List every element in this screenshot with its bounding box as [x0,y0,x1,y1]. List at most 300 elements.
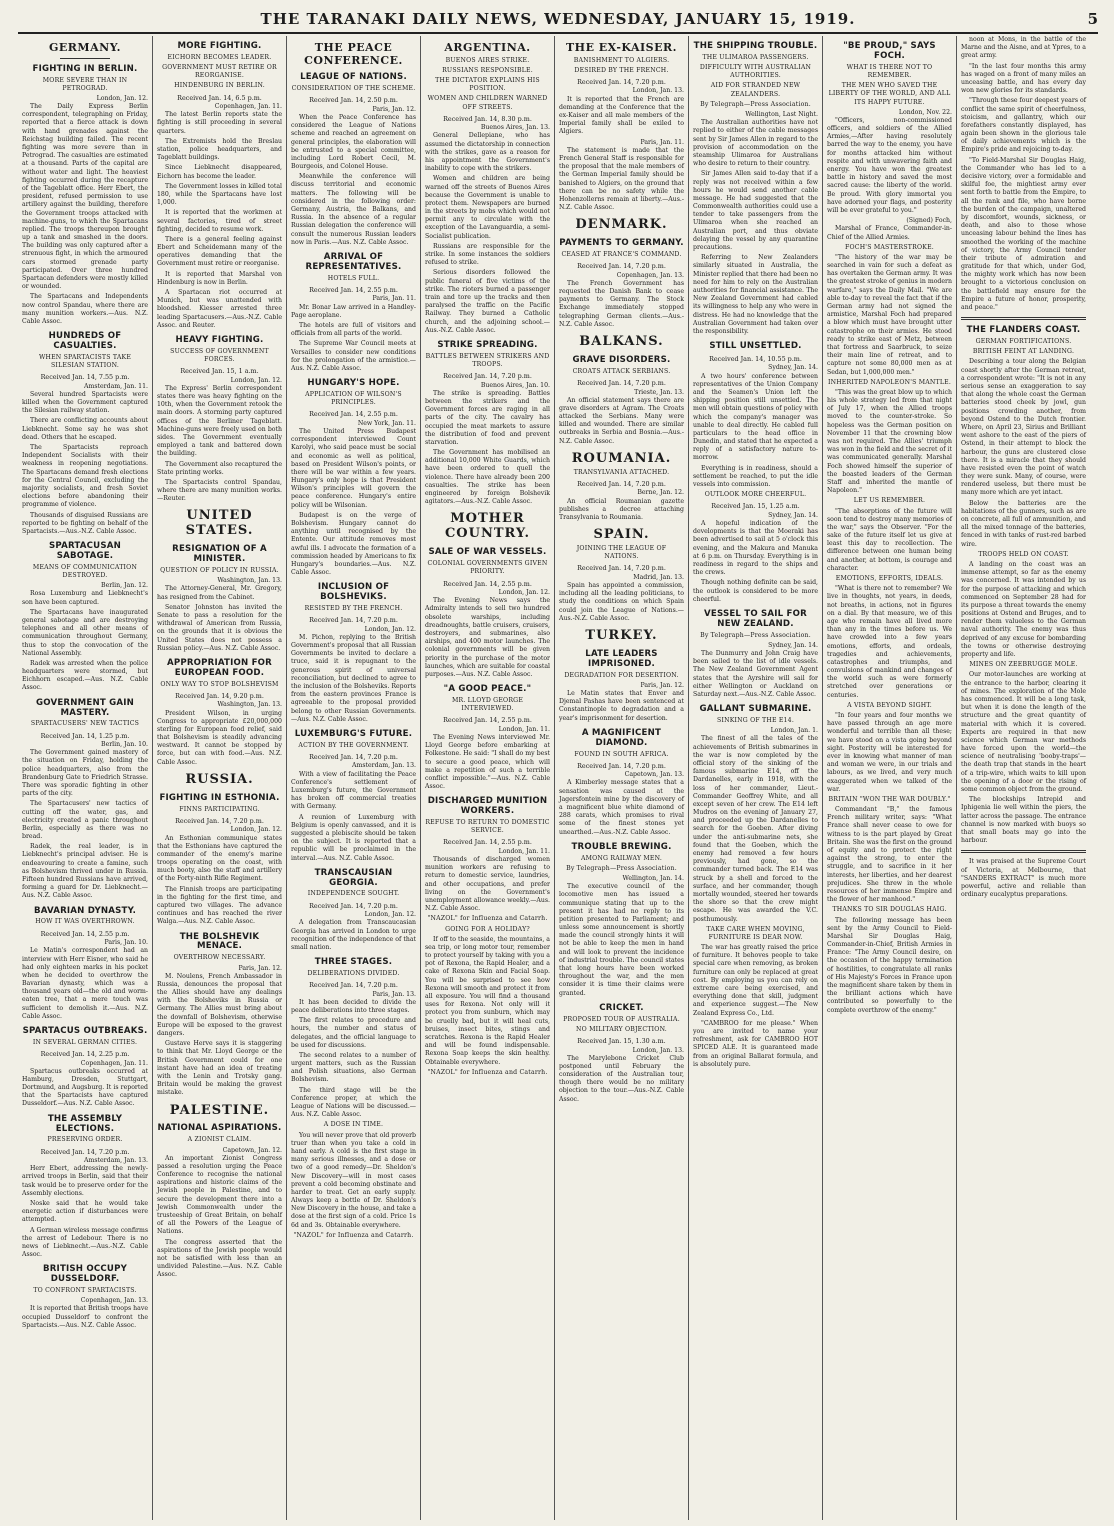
article-paragraph: Since Liebknecht disappeared, Eichorn has become the leader. [157,164,282,180]
article-paragraph: The Spartacists reproach Independent Socialists with their weakness in reopening negotiations. The Spartacans demand fresh elections for the Central Council, excluding the majority socialists, and fresh Soviet elections before abandoning their programme of violence. [22,444,148,509]
article-dateline: Received Jan. 14, 7.20 p.m. [40,1147,130,1156]
article-paragraph: If off to the seaside, the mountains, a sea trip, or long motor tour, remember to protect yourself by taking with you a pot of Rexona, the Rapid Healer, and a cake of Rexona Skin and Facial Soap. You will be surprised to see how Rexona will smooth and protect it from all exposure. You will find a thousand uses for Rexona. Not only will it protect you from sunburn, which may be cruelly bad, but it will heal cuts, bruises, insect bites, stings and scratches. Rexona is the Rapid Healer and will be found indispensable. Rexona Soap keeps the skin healthy. Obtainable everywhere. [425,935,550,1066]
article-paragraph: Rosa Luxemburg and Liebknecht's son have been captured. [22,590,148,606]
article-paragraph: Thousands of disguised Russians are reported to be fighting on behalf of the Spartacists.—Aus.-N.Z. Cable Assoc. [22,511,148,535]
article-subheading: THE ULIMAROA PASSENGERS. [702,53,809,61]
article-subheading: MINES ON ZEEBRUGGE MOLE. [969,661,1078,669]
article-placeline: London, Jan. 12. [498,589,550,596]
article-subheading: OUTLOOK MORE CHEERFUL. [704,491,807,499]
column-6 [688,36,822,1520]
article-placeline: Amsterdam, Jan. 11. [84,382,148,390]
article-dateline: Received Jan. 14, 8.30 p.m. [443,114,532,123]
article-placeline: Paris, Jan. 10. [104,939,148,947]
article-paragraph: An important Zionist Congress passed a resolution urging the Peace Conference to recognise the national aspirations and historic claims of the Jewish people in Palestine, and to secure the development there into a Jewish Commonwealth under the trusteeship of Great Britain, on behalf of all the Powers of the League of Nations. [157,1154,282,1236]
article-headline: SALE OF WAR VESSELS. [428,547,547,558]
article-paragraph: Noske said that he would take energetic action if disturbances were attempted. [22,1199,148,1224]
article-paragraph: The first relates to procedure and hours, the number and status of delegates, and the official language to be used for discussions. [291,1017,416,1049]
article-headline: HUNGARY'S HOPE. [307,378,400,389]
article-placeline: New York, Jan. 11. [357,419,416,427]
article-paragraph: Radek was arrested when the police headquarters were stormed, but Eichhorn escaped.—Aus. N.Z. Cable Assoc. [22,659,148,692]
article-subheading: HINDENBURG IN BERLIN. [174,82,265,90]
article-paragraph: The Government has mobilised an additional 10,000 White Guards, which have been ordered to quell the violence. There have already been 200 casualties. The strike has been engineered by foreign Bolshevik agitators.—Aus.-N.Z. Cable Assoc. [425,449,550,506]
article-subheading: A DOSE IN TIME. [323,1121,384,1129]
article-subheading: TO CONFRONT SPARTACISTS. [33,1287,137,1295]
article-paragraph: A Kimberley message states that a sensation was caused at the Jagersfontein mine by the discovery of a magnificent blue white diamond of 288 carats, which promises to rival some of the finest stones yet unearthed.—Aus.-N.Z. Cable Assoc. [559,779,684,836]
article-paragraph: When the Peace Conference has considered the League of Nations scheme and reached an agreement on general principles, the elaboration will be entrusted to a special committee, including Lord Robert Cecil, M. Bourgeois, and Colonel House. [291,113,416,171]
article-subheading: QUESTION OF POLICY IN RUSSIA. [160,567,279,575]
article-headline: "A GOOD PEACE." [443,684,532,695]
article-subheading: JOINING THE LEAGUE OF NATIONS. [576,545,667,561]
article-paragraph: Though nothing definite can be said, the outlook is considered to be more cheerful. [693,579,818,603]
article-subheading: RUSSIANS RESPONSIBLE. [442,66,533,74]
article-paragraph: The blockships Intrepid and Iphigenia lie well within the piers, the latter across the passage. The entrance channel is now marked with buoys so that small boats may go into the harbour. [961,796,1086,845]
article-paragraph: An Esthonian communique states that the Esthonians have captured the commander of the enemy's marine troops operating on the coast, with much booty, also the staff and artillery of the Forty-ninth Rifle Regiment. [157,834,282,883]
article-paragraph: An official statement says there are grave disorders at Agram. The Croats attacked the Serbians. Many were killed and wounded. There are similar outbreaks in Serbia and Bosnia.—Aus.-N.Z. Cable Assoc. [559,396,684,445]
article-paragraph: A delegation from Transcaucasian Georgia has arrived in London to urge recognition of the independence of that small nation. [291,919,416,951]
article-paragraph: "CAMBROO for me please." When you are invited to name your refreshment, ask for CAMBROO HOT SPICED ALE. It is guaranteed made from an original Ballarat formula, and is absolutely pure. [693,1019,818,1068]
column-3 [286,36,420,1520]
article-headline: LEAGUE OF NATIONS. [300,72,407,83]
article-paragraph: President Wilson, in urging Congress to appropriate £20,000,000 sterling for European food relief, said that Bolshevism is steadily advancing westward. It cannot be stopped by force, but can with food.—Aus. N.Z. Cable Assoc. [157,709,282,766]
article-paragraph: It has been decided to divide the peace deliberations into three stages. [291,998,416,1014]
article-subheading: PRESERVING ORDER. [47,1136,123,1144]
article-headline: THE EX-KAISER. [566,41,677,54]
page-number: 5 [1087,10,1098,28]
article-dateline: Received Jan. 14, 7.20 p.m. [577,78,666,87]
article-subheading: BATTLES BETWEEN STRIKERS AND TROOPS. [425,352,550,368]
article-placeline: Copenhagen, Jan. 13. [80,1297,148,1305]
article-paragraph: The strike is spreading. Battles between the strikers and the Government forces are raging in all parts of the city. The cavalry has occupied the meat markets to assure the distribution of food and prevent starvation. [425,389,550,446]
article-headline: VESSEL TO SAIL FOR NEW ZEALAND. [704,608,807,629]
article-subheading: TAKE CARE WHEN MOVING, FURNITURE IS DEAR NOW. [706,925,805,941]
article-subheading: "NAZOL" for Influenza and Catarrh. [427,915,548,923]
article-paragraph: It is reported that the French are demanding at the Conference that the ex-Kaiser and all male members of the Imperial family shall be exiled to Algiers. [559,95,684,136]
article-subheading: AMONG RAILWAY MEN. [580,854,663,862]
article-subheading: FOUND IN SOUTH AFRICA. [574,750,669,758]
article-paragraph: Gustave Herve says it is staggering to think that Mr. Lloyd George or the British Government could for one instant have had an idea of treating with the Lenin and Trotsky gang. Britain would be making the gravest mistake. [157,1040,282,1097]
article-subheading: ACTION BY THE GOVERNMENT. [298,741,409,749]
article-headline: THE ASSEMBLY ELECTIONS. [47,1113,123,1134]
article-paragraph: The United Press Budapest correspondent interviewed Count Karolyi, who said peace must be social and economic as well as political, based on President Wilson's points, or there will be war within a few years. Hungary's only hope is that President Wilson's principles will govern the peace conference. Hungary's entire policy will be Wilsonian. [291,427,416,509]
article-placeline: Buenos Aires, Jan. 13. [480,124,550,132]
article-paragraph: A German wireless message confirms the arrest of Ledebour. There is no news of Liebknecht.—Aus.-N.Z. Cable Assoc. [22,1226,148,1259]
article-dateline: Received Jan. 14, 7.20 p.m. [577,564,666,573]
article-headline: APPROPRIATION FOR EUROPEAN FOOD. [166,657,272,678]
article-paragraph: Herr Ebert, addressing the newly-arrived troops in Berlin, said that their task would be to preserve order for the Assembly elections. [22,1165,148,1197]
article-paragraph: With a view of facilitating the Peace Conference's settlement of Luxemburg's future, the Government has broken off commercial treaties with Germany. [291,770,416,811]
article-dateline: Received Jan. 14, 10.55 p.m. [709,354,802,363]
article-subheading: TRANSYLVANIA ATTACHED. [573,468,670,476]
article-dateline: Received Jan. 14, 2.55 p.m. [40,929,130,938]
article-placeline: Berlin, Jan. 12. [101,582,148,590]
article-placeline: Berne, Jan. 12. [637,489,684,497]
article-dateline: Received Jan. 14, 7.20 p.m. [577,379,666,388]
article-paragraph: The hotels are full of visitors and officials from all parts of the world. [291,321,416,338]
article-paragraph: You will never prove that old proverb truer than when you take a cold in hand early. A cold is the first stage in many serious illnesses, and a dose or two of a good remedy—Dr. Sheldon's New Discovery—will in most cases prevent a cold becoming obstinate and harder to treat. Get an early supply. Always keep a bottle of Dr. Sheldon's New Discovery in the house, and take a dose at the first sign of a cold. Price 1s 6d and 3s. Obtainable everywhere. [291,1131,416,1229]
article-subheading: FOCH'S MASTERSTROKE. [845,243,934,251]
article-subheading: SUCCESS OF GOVERNMENT FORCES. [170,347,269,364]
article-dateline: Received Jan. 15, 1 a.m. [180,367,259,376]
article-subheading: REFUSE TO RETURN TO DOMESTIC SERVICE. [425,819,550,835]
article-paragraph: "Through these four deepest years of conflict the same spirit of cheerfulness, stoicism, and gallantry, which our forefathers constantly displayed, has again been shown in the glorious tale of daily achievements which is the Empire's pride and rejoicing to-day. [961,97,1086,154]
article-headline: STRIKE SPREADING. [437,339,538,350]
article-paragraph: The Marylebone Cricket Club postponed until February the consideration of the Australian tour, though there would be no military objection to the tour.—Aus.-N.Z. Cable Assoc. [559,1054,684,1103]
article-subheading: PROPOSED TOUR OF AUSTRALIA. [563,1015,680,1023]
article-paragraph: A hopeful indication of the developments is that the Moeraki has been advertised to sail at 5 o'clock this evening, and the Makura and Manuka at 6 p.m. on Thursday. Everything is in readiness in regard to the ships and the crews. [693,520,818,577]
article-headline: GOVERNMENT GAIN MASTERY. [35,697,135,718]
newspaper-title: THE TARANAKI DAILY NEWS, WEDNESDAY, JANUARY 15, 1919. [260,10,856,28]
article-headline: SPAIN. [593,527,650,543]
article-headline: "BE PROUD," SAYS FOCH. [843,41,936,61]
article-paragraph: The Spartacans have inaugurated general sabotage and are destroying telephones and all other means of communication throughout Germany, thus to stop the convocation of the National Assembly. [22,608,148,657]
article-paragraph: The Dunmurry and John Craig have been sailed to the list of idle vessels. The New Zealand Government Agent states that the Ayrshire will sail for either Wellington or Auckland on Saturday next.—Aus.-N.Z. Cable Assoc. [693,650,818,698]
article-paragraph: A reunion of Luxemburg with Belgium is openly canvassed, and it is suggested a plebiscite should be taken on the subject. It is reported that a republic will be proclaimed in the interval.—Aus. N.Z. Cable Assoc. [291,813,416,862]
article-dateline: Received Jan. 14, 2.55 p.m. [443,838,532,847]
article-paragraph: The French Government has requested the Danish Bank to cease payments to Germany. The Stock Exchange immediately stopped telegraphing German clients.—Aus.-N.Z. Cable Assoc. [559,279,684,328]
article-placeline: Paris, Jan. 13. [372,990,416,998]
article-headline: TROUBLE BREWING. [571,841,672,852]
article-paragraph: Senator Johnston has invited the Senate to pass a resolution for the withdrawal of American from Russia, on the grounds that it is obvious the United States does not possess a Russian policy.—Aus. N.Z. Cable Assoc. [157,603,282,652]
article-dateline: Received Jan. 14, 2.55 p.m. [309,285,398,294]
article-subheading: By Telegraph—Press Association. [566,864,677,872]
article-placeline: Madrid, Jan. 13. [633,573,684,581]
article-subheading: MORE SEVERE THAN IN PETROGRAD. [42,76,128,92]
article-paragraph: The Spartacusers' new tactics of cutting off the water, gas, and electricity created a panic throughout Berlin, especially as there was no bread. [22,800,148,841]
article-subheading: DESIRED BY THE FRENCH. [574,66,669,74]
columns-container [18,36,1098,1520]
article-placeline: London, Jan. 13. [632,1046,684,1054]
article-paragraph: The Spartacists control Spandau, where there are many munition works.—Reuter. [157,478,282,503]
article-paragraph: The Express' Berlin correspondent states there was heavy fighting on the 10th, when the Government retook the main doors. A storming party captured offices of the Berliner Tageblatt. Machine-guns were freely used on both sides. The Government eventually employed a tank and battered down the building. [157,384,282,458]
article-headline: RUSSIA. [185,771,254,787]
article-dateline: Received Jan. 14, 6.5 p.m. [177,93,262,102]
article-subheading: GOING FOR A HOLIDAY? [445,925,530,933]
article-headline: THE PEACE CONFERENCE. [304,41,403,67]
article-placeline: Paris, Jan. 11. [640,138,684,146]
article-paragraph: There are conflicting accounts about Liebknecht. Some say he was shot dead. Others that he escaped. [22,417,148,441]
article-paragraph: The following message has been sent by the Army Council to Field-Marshal Sir Douglas Haig, Commander-in-Chief, British Armies in France: "The Army Council desire, on the occasion of the happy termination of hostilities, to congratulate all ranks of His Majesty's Forces in France upon the magnificent share taken by them in the brilliant actions which have contributed so powerfully to the complete overthrow of the enemy." [827,916,952,1014]
article-headline: PALESTINE. [169,1102,270,1118]
article-dateline: Received Jan. 14, 7.20 p.m. [577,761,666,770]
article-paragraph: Le Matin states that Enver and Djemal Pashas have been sentenced at Constantinople to degradation and a year's imprisonment for desertion. [559,690,684,722]
article-headline: TRANSCAUSIAN GEORGIA. [314,867,393,888]
column-8 [956,36,1090,1520]
article-paragraph: M. Noulens, French Ambassador in Russia, denounces the proposal that the Allies should have any dealings with the Bolsheviks in Russia or Germany. The Allies must bring about the downfall of Bolshevism, otherwise Europe will be exposed to the gravest dangers. [157,972,282,1037]
article-subheading: INDEPENDENCE SOUGHT. [307,890,400,898]
article-subheading: By Telegraph—Press Association. [700,631,811,639]
article-paragraph: "What is there not to remember? We live in thoughts, not years, in deeds, not breaths, in actions, not in figures on a dial. By that measure, we of this age who remain have all lived more than any in the times before us. We have crowded into a few years emotions, efforts, and ordeals, tragedies and achievements, catastrophes and triumphs, and convulsions of mankind and changes of the world such as were formerly stretched over generations or centuries. [827,585,952,699]
article-paragraph: The Government also recaptured the State printing works. [157,460,282,476]
article-headline: HEAVY FIGHTING. [175,334,264,345]
column-2 [152,36,286,1520]
article-headline: DENMARK. [575,217,668,233]
article-dateline: Received Jan. 14, 7.20 p.m. [309,901,398,910]
article-paragraph: Several hundred Spartacists were killed when the Government captured the Silesian railway station. [22,390,148,415]
column-7 [822,36,956,1520]
article-headline: ROUMANIA. [571,450,672,466]
article-subheading: "NAZOL" for Influenza and Catarrh. [427,1068,548,1076]
article-subheading: EICHORN BECOMES LEADER. [167,53,272,61]
article-headline: ARGENTINA. [444,41,531,54]
article-headline: SPARTACUSAN SABOTAGE. [49,541,121,561]
article-subheading: TROOPS HELD ON COAST. [978,550,1069,558]
article-paragraph: Sir James Allen said to-day that if a reply was not received within a few hours he would send another cable message. He had suggested that the Commonwealth authorities could use a tender to take passengers from the Ulimaroa when she reached an Australian port, and thus obviate delaying the vessel by any quarantine precautions. [693,170,818,251]
article-subheading: MR. LLOYD GEORGE INTERVIEWED. [451,696,524,713]
article-placeline: Copenhagen, Jan. 13. [616,271,684,279]
article-paragraph: The Evening News says the Admiralty intends to sell two hundred obsolete warships, including dreadnoughts, battle cruisers, cruisers, destroyers, and submarines, also airships, and 400 motor launches. The colonial governments will be given priority in the purchase of the motor launches, which are suitable for coastal purposes.—Aus. N.Z. Cable Assoc. [425,597,550,678]
article-paragraph: "The history of the war may be searched in vain for such a defeat as has overtaken the German army. It was the greatest stroke of genius in modern warfare," says the Daily Mail. "We are able to-day to reveal the fact that if the German army had not signed the armistice, Marshal Foch had prepared a blow which must have brought utter catastrophe on their armies. He stood ready to strike east of Metz, between that fortress and Saarbruck, to seize their main line of retreat, and to capture not some 80,000 men as at Sedan, but 1,000,000 men." [827,253,952,376]
article-subheading: THANKS TO SIR DOUGLAS HAIG. [832,906,947,914]
article-subheading: GOVERNMENT MUST RETIRE OR REORGANISE. [162,64,277,80]
article-subheading: DEGRADATION FOR DESERTION. [564,671,679,679]
article-subheading: BUENOS AIRES STRIKE. [445,56,530,64]
article-paragraph: "Officers, non-commissioned officers, and soldiers of the Allied Armies,—After having resolutely barred the way to the enemy, you have for months attacked him without respite and with unwavering faith and energy. You have won the greatest battle in history and saved the most sacred cause: the liberty of the world. Be proud. With glory immortal you have adorned your flags, and posterity will be ever grateful to you." [827,116,952,214]
article-headline: BALKANS. [579,334,664,350]
article-paragraph: The statement is made that the French General Staff is responsible for the proposal that the male members of the German Imperial family should be banished to Algiers, on the ground that there can be no safety while the Hohenzollerns remain at liberty.—Aus.-N.Z. Cable Assoc. [559,146,684,212]
article-headline: THE BOLSHEVIK MENACE. [179,931,260,952]
article-dateline: Received Jan. 14, 7.20 p.m. [443,372,532,381]
article-placeline: Copenhagen, Jan. 11. [214,103,282,111]
article-subheading: BANISHMENT TO ALGIERS. [573,56,670,64]
article-subheading: BRITISH FEINT AT LANDING. [972,348,1075,356]
article-paragraph: "This was the great blow up to which his whole strategy led from that night of July 17, when the Allied troops moved to the counter-stroke. So hopeless was the German position on November 11 that the crowning blow was not required. The Allies' triumph was won in the field and the secret of it was communicated generally. Marshal Foch showed himself the superior of the boasted leaders of the German Staff and inherited the mantle of Napoleon." [827,388,952,495]
article-paragraph: "In the last four months this army has waged on a front of many miles an unceasing battle, and has every day won new glories for its standards. [961,62,1086,95]
article-subheading: THE MEN WHO SAVED THE LIBERTY OF THE WORLD, AND ALL ITS HAPPY FUTURE. [828,82,951,106]
article-headline: THE FLANDERS COAST. [966,325,1081,336]
article-subheading: A VISTA BEYOND SIGHT. [847,701,932,709]
article-headline: STILL UNSETTLED. [709,341,802,352]
article-subheading: CONSIDERATION OF THE SCHEME. [291,85,416,93]
article-subheading: HOW IT WAS OVERTHROWN. [35,918,135,926]
article-placeline: Wellington, Last Night. [745,111,818,118]
article-paragraph: Referring to New Zealanders similarly situated in Australia, the Minister replied that there had been no need for him to rely on the Australian authorities for financial assistance. The New Zealand Government had cabled its willingness to help any who were in distress. He had no knowledge that the Australian Government had taken over the responsibility. [693,254,818,335]
article-paragraph: The Government losses in killed total 180, while the Spartacans have lost 1,000. [157,182,282,207]
article-paragraph: "In four years and four months we have passed through an age more wonderful and terrible than all these; we have stood on a vista going beyond sight. Posterity will be interested for ever in knowing what manner of man and woman we were, in our trials and labours, as we lived, and very much exaggerated when we talked of the war. [827,712,952,793]
article-paragraph: The Supreme War Council meets at Versailles to consider new conditions for the prolongation of the armistice.—Aus. N.Z. Cable Assoc. [291,340,416,372]
article-subheading: BRITAIN "WON THE WAR DOUBLY." [828,795,951,803]
article-paragraph: Our motor-launches are working at the entrance to the harbor, clearing it of mines. The exploration of the Mole has commenced. It will be a long task, but when it is done the length of the structure and the great quantity of material with which it is covered. Experts are required in that new science which German war methods have forced upon the world—the science of neutralising 'booby-traps'—the death trap that stands in the heart of a trip-wire, which waits to kill upon the opening of a door or the rising of some common object from the ground. [961,671,1086,793]
article-paragraph: General Dellepiane, who has assumed the dictatorship in connection with the strikes, gave as a reason for his appointment the Government's inability to cope with the strikers. [425,132,550,173]
article-subheading: IN SEVERAL GERMAN CITIES. [32,1038,138,1046]
article-paragraph: Marshal of France, Commander-in-Chief of the Allied Armies. [827,225,952,241]
column-4 [420,36,554,1520]
article-headline: NATIONAL ASPIRATIONS. [157,1123,282,1134]
article-subheading: A ZIONIST CLAIM. [187,1136,252,1144]
article-paragraph: Serious disorders followed the public funeral of five victims of the strike. The rioters burned a passenger train and tore up the tracks and then paralysed the traffic on the Pacific Railway. They burned a Catholic church, and the adjoining school.—Aus.-N.Z. Cable Assoc. [425,269,550,334]
article-placeline: London, Jan. 11. [498,725,550,733]
article-dateline: Received Jan. 15, 1.25 a.m. [711,502,800,511]
article-placeline: London, Jan. 12. [230,376,282,384]
article-paragraph: There is a general feeling against Ebert and Scheidemann many of the operatives demanding that the Government must retire or reorganise. [157,235,282,268]
article-subheading: "NAZOL" for Influenza and Catarrh. [293,1231,414,1239]
article-placeline: Buenos Aires, Jan. 10. [480,381,550,389]
article-paragraph: It was praised at the Supreme Court of Victoria, at Melbourne, that "SANDERS EXTRACT" is much more powerful, active and reliable than ordinary eucalyptus preparations. [961,858,1086,899]
article-subheading: SINKING OF THE E14. [717,717,794,725]
article-placeline: Sydney, Jan. 14. [768,641,818,649]
article-subheading: CEASED AT FRANCE'S COMMAND. [561,251,682,259]
article-paragraph: Women and children are being warned off the streets of Buenos Aires because the Government is unable to protect them. Newspapers are burned in the streets by mobs which would not permit any to circulate with the exception of the Lavanguardia, a semi-Socialist publication. [425,175,550,240]
article-paragraph: The Attorney-General, Mr. Gregory, has resigned from the Cabinet. [157,585,282,601]
article-paragraph: The executive council of the locomotive men has issued a communique stating that up to the present it has had no reply to its petition presented to Parliament; and unless some announcement is shortly made the council strongly hints it will not be able to keep the men in hand and will look to prevent the incidence of industrial trouble. The council states that long hours have been worked throughout the war, and the men consider it is time their claims were granted. [559,883,684,997]
article-dateline: Received Jan. 14, 2.55 p.m. [443,716,532,725]
column-1 [18,36,152,1520]
article-paragraph: The second relates to a number of urgent matters, such as the Russian and Polish situations, also German Bolshevism. [291,1051,416,1084]
article-placeline: London, Jan. 13. [632,87,684,95]
article-paragraph: The Extremists hold the Breslau station, police headquarters, and Tageblatt buildings. [157,137,282,162]
article-paragraph: Describing a tour along the Belgian coast shortly after the German retreat, a correspondent wrote: "It is not in any serious sense an exaggeration to say that along the whole coast the German batteries stood cheek by jowl, gun positions crowding another, from beyond Ostend to the Dutch frontier. Where, on April 23, Sirius and Brilliant went ashore to the east of the piers of Ostend, in their attempt to block the harbour, the guns are clustered close there. It is a miracle that they should have resisted even the point of watch they were sunk. Many, of course, were rendered useless, but there must be many more which are yet intact. [961,358,1086,497]
article-placeline: London, Jan. 12. [230,826,282,834]
article-dateline: Received Jan. 14, 9.20 p.m. [175,691,264,700]
article-paragraph: "To Field-Marshal Sir Douglas Haig, the Commander who has led to a decisive victory, over a formidable and skilful foe, the mightiest army ever sent forth to battle from the Empire, to all the rank and file, who have borne the burden of the campaign, unaltered by discomfort, wounds, sickness, or death, and also to those whose unceasing labour behind the lines has smoothed the working of the machine of victory, the Army Council tender their tribute of admiration and gratitude for that which, under God, the mighty work which has now been brought to a victorious conclusion on the battlefield may ensure for the Empire a future of honor, prosperity, and peace." [961,156,1086,311]
article-paragraph: noon at Mons, in the battle of the Marne and the Aisne, and at Ypres, to a great army. [961,36,1086,60]
masthead [18,6,1098,34]
article-paragraph: The war has greatly raised the price of furniture. It behoves people to take special care when removing, as broken furniture can only be replaced at great cost. By employing us you can rely on extreme care being exercised, and everything done that skill, judgment and experience suggest.—The New Zealand Express Co., Ltd. [693,944,818,1017]
article-headline: FIGHTING IN BERLIN. [32,63,138,74]
article-dateline: Received Jan. 14, 7.20 p.m. [309,753,398,762]
article-dateline: Received Jan. 14, 7.20 p.m. [577,262,666,271]
article-paragraph: The Spartacans and Independents now control Spandau, where there are many munition workers.—Aus. N.Z. Cable Assoc. [22,293,148,325]
article-subheading: WOMEN AND CHILDREN WARNED OFF STREETS. [427,95,548,111]
article-subheading: EMOTIONS, EFFORTS, IDEALS. [835,575,944,582]
article-subheading: FINNS PARTICIPATING. [179,805,260,813]
article-dateline: Received Jan. 15, 1.30 a.m. [577,1037,666,1046]
article-paragraph: The Finnish troops are participating in the fighting for the first time, and captured two villages. The advance continues and has reached the river Walga.—Aus. N.Z. Cable Assoc. [157,885,282,926]
article-paragraph: Russians are responsible for the strike. In some instances the soldiers refused to strike. [425,242,550,267]
article-headline: GALLANT SUBMARINE. [699,704,812,715]
article-subheading: HOTELS FULL. [327,274,380,282]
article-paragraph: Spartacus outbreaks occurred at Hamburg, Dresden, Stuttgart, Dortmund, and Augsburg. It is reported that the Spartacists have captured Dusseldorf.—Aus. N.Z. Cable Assoc. [22,1067,148,1108]
article-paragraph: A landing on the coast was an immense attempt, so far as the enemy was concerned. It was intended by us for the purpose of attacking and which commenced on September 28 had for its purpose a threat towards the enemy positions at Ostend and Bruges, and to render them valueless to the German naval authority. The enemy was thus deprived of any excuse for bombarding the towns or otherwise destroying property and life. [961,560,1086,658]
article-headline: GERMANY. [49,41,121,54]
article-paragraph: Meanwhile the conference will discuss territorial and economic matters. The following will be considered in the following order: Germany, Austria, the Balkans, and Russia. In the absence of a regular Russian delegation the conference will consult the numerous Russian leaders now in Paris.—Aus. N.Z. Cable Assoc. [291,173,416,246]
article-dateline: Received Jan. 14, 2.50 p.m. [309,96,398,105]
article-paragraph: Le Matin's correspondent had an interview with Herr Eisner, who said he had only eighteen marks in his pocket when he decided to overthrow the Bavarian dynasty, which was a thousand years old—the old and worm-eaten tree, that a mere touch was sufficient to demolish it.—Aus. N.Z. Cable Assoc. [22,947,148,1020]
article-paragraph: The Government gained mastery of the situation on Friday, holding the police headquarters, also from the Brandenburg Gate to Friedrich Strasse. There was sporadic fighting in other parts of the city. [22,749,148,798]
column-double-rule [961,850,1086,853]
article-dateline: Received Jan. 14, 2.55 p.m. [443,579,532,588]
article-paragraph: The latest Berlin reports state the fighting is still proceeding in several quarters. [157,111,282,135]
article-dateline: Received Jan. 14, 2.55 p.m. [309,410,398,419]
article-dateline: Received Jan. 14, 7.20 p.m. [577,479,666,488]
article-headline: UNITED STATES. [185,508,254,539]
article-placeline: Trieste, Jan. 13. [634,388,684,396]
article-placeline: London, Nov. 22. [898,108,952,116]
article-paragraph: The Evening News interviewed Mr. Lloyd George before embarking at Folkestone. He said: "I shall do my best to secure a good peace, which will make a repetition of such a terrible conflict impossible."—Aus. N.Z. Cable Assoc. [425,733,550,791]
article-placeline: Sydney, Jan. 14. [768,364,818,372]
article-headline: PAYMENTS TO GERMANY. [559,238,684,249]
article-headline: GRAVE DISORDERS. [572,354,671,365]
article-headline: DISCHARGED MUNITION WORKERS. [427,796,548,817]
article-paragraph: The Australian authorities have not replied to either of the cable messages sent by Sir James Allen in regard to the provision of accommodation on the steamship Ulimaroa for Australians who desire to return to their country. [693,119,818,168]
article-placeline: Sydney, Jan. 14. [768,511,818,519]
article-dateline: Received Jan. 14, 2.25 p.m. [40,1050,130,1059]
column-double-rule [961,317,1086,320]
article-headline: THE SHIPPING TROUBLE. [693,41,818,51]
article-dateline: Received Jan. 14, 7.55 p.m. [40,373,130,382]
article-placeline: Paris, Jan. 12. [238,964,282,972]
column-5 [554,36,688,1520]
article-subheading: INHERITED NAPOLEON'S MANTLE. [827,378,952,386]
article-paragraph: Below the batteries are the habitations of the gunners, such as are on concrete, all full of ammunition, and all the mixed tonnage of the batteries, fenced in with tanks of rust-red barbed wire. [961,499,1086,548]
article-dateline: Received Jan. 14, 7.20 p.m. [175,816,264,825]
article-subheading: APPLICATION OF WILSON'S PRINCIPLES. [305,390,402,407]
article-headline: ARRIVAL OF REPRESENTATIVES. [305,251,402,272]
article-placeline: Amsterdam, Jan. 13. [84,1157,148,1165]
article-paragraph: Budapest is on the verge of Bolshevism. Hungary cannot do anything until recognised by the Entente. Our attitude removes most awful ills. I advocate the formation of a commission headed by Americans to fix Hungary's boundaries.—Aus. N.Z. Cable Assoc. [291,511,416,577]
article-placeline: Paris, Jan. 12. [640,681,684,689]
article-headline: BAVARIAN DYNASTY. [33,905,137,916]
article-subheading: AID FOR STRANDED NEW ZEALANDERS. [710,82,801,98]
article-subheading: DELIBERATIONS DIVIDED. [307,969,400,977]
article-headline: MORE FIGHTING. [177,41,262,51]
article-paragraph: It is reported that Marshal von Hindenburg is now in Berlin. [157,270,282,286]
article-placeline: London, Jan. 12. [96,94,148,102]
article-subheading: NO MILITARY OBJECTION. [576,1025,667,1033]
article-paragraph: A two hours' conference between representatives of the Union Company and the Seamen's Union left the shipping position still unsettled. The men will obtain questions of policy with which the company's manager was unable to deal directly. He cabled full particulars to the head office in Dunedin, and stated that he expected a reply of a satisfactory nature to-morrow. [693,372,818,462]
article-placeline: Paris, Jan. 11. [372,295,416,303]
article-placeline: London, Jan. 1. [770,727,818,735]
article-subheading: By Telegraph—Press Association. [700,100,811,108]
article-subheading: OVERTHROW NECESSARY. [173,954,266,962]
article-headline: TURKEY. [585,628,658,644]
article-placeline: Wellington, Jan. 14. [622,874,684,882]
article-paragraph: It is reported that British troops have occupied Dusseldorf to confront the Spartacists.—Aus. N.Z. Cable Assoc. [22,1305,148,1329]
article-subheading: MEANS OF COMMUNICATION DESTROYED. [32,563,138,580]
article-placeline: Capetown, Jan. 12. [222,1146,282,1154]
article-paragraph: It is reported that the workmen at several factories, tired of street fighting, decided to resume work. [157,209,282,233]
article-headline: LUXEMBURG'S FUTURE. [294,728,413,739]
article-placeline: Amsterdam, Jan. 13. [352,762,416,770]
column-rule [60,58,110,59]
article-placeline: Washington, Jan. 13. [217,701,282,709]
article-paragraph: Spain has appointed a commission, including all the leading politicians, to study the conditions on which Spain could join the League of Nations.—Aus.-N.Z. Cable Assoc. [559,582,684,622]
article-dateline: Received Jan. 14, 7.20 p.m. [309,981,398,990]
article-placeline: Capetown, Jan. 13. [624,771,684,779]
article-headline: MOTHER COUNTRY. [444,511,531,542]
article-subheading: ONLY WAY TO STOP BOLSHEVISM [160,680,279,688]
article-headline: A MAGNIFICENT DIAMOND. [581,727,662,748]
article-paragraph: An official Roumanian gazette publishes a decree attaching Transylvania to Roumania. [559,497,684,521]
article-placeline: Copenhagen, Jan. 11. [80,1059,148,1067]
article-subheading: WHAT IS THERE NOT TO REMEMBER. [846,63,933,79]
article-dateline: Received Jan. 14, 7.20 p.m. [309,616,398,625]
article-subheading: LET US REMEMBER. [853,497,926,505]
article-placeline: Washington, Jan. 13. [217,577,282,585]
article-headline: CRICKET. [599,1002,644,1013]
article-dateline: Received Jan. 14, 1.25 p.m. [40,731,130,740]
article-headline: THREE STAGES. [314,957,393,968]
article-paragraph: Mr. Bonar Law arrived in a Handley-Page aeroplane. [291,303,416,319]
article-paragraph: Commandant "B," the famous French military writer, says: "What France shall never cease to owe for witness to is the part played by Great Britain. She was the first on the ground of equity and to protect the right against the strong, to enter the struggle, and to sacrifice in it her interests, her liberties, and her dearest prejudices. She threw in the whole resources of her immense Empire and the flower of her manhood." [827,806,952,904]
article-headline: BRITISH OCCUPY DUSSELDORF. [42,1264,128,1285]
article-subheading: CROATS ATTACK SERBIANS. [572,367,671,375]
article-headline: RESIGNATION OF A MINISTER. [172,544,267,565]
article-paragraph: Radek, the real leader, is in Liebknecht's principal adviser. He is endeavouring to create a famine, such as Bolshevism thrived under in Russia. Fifteen hundred Russians have arrived, forming a guard for Dr. Liebknecht.—Aus. N.Z. Cable Assoc. [22,843,148,900]
article-headline: FIGHTING IN ESTHONIA. [159,792,280,803]
article-headline: HUNDREDS OF CASUALTIES. [48,331,122,352]
article-paragraph: A Spartacan riot occurred at Munich, but was unattended with bloodshed. Kiesser arrested three leading Spartacusers.—Aus.-N.Z. Cable Assoc. and Reuter. [157,289,282,329]
article-subheading: COLONIAL GOVERNMENTS GIVEN PRIORITY. [427,560,548,576]
article-placeline: London, Jan. 12. [364,625,416,633]
article-placeline: (Signed) Foch, [906,217,952,225]
article-paragraph: Everything is in readiness, should a settlement be reached, to put the idle vessels into commission. [693,464,818,489]
article-subheading: DIFFICULTY WITH AUSTRALIAN AUTHORITIES. [699,64,812,80]
article-paragraph: The third stage will be the Conference proper, at which the League of Nations will be discussed.—Aus. N.Z. Cable Assoc. [291,1086,416,1119]
article-placeline: London, Jan. 11. [498,847,550,855]
article-subheading: RESISTED BY THE FRENCH. [304,605,403,613]
article-paragraph: Thousands of discharged women munition workers are refusing to return to domestic service, laundries, and other occupations, and prefer living on the Government's unemployment allowance weekly.—Aus. N.Z. Cable Assoc. [425,856,550,913]
article-headline: INCLUSION OF BOLSHEVIKS. [317,582,390,603]
